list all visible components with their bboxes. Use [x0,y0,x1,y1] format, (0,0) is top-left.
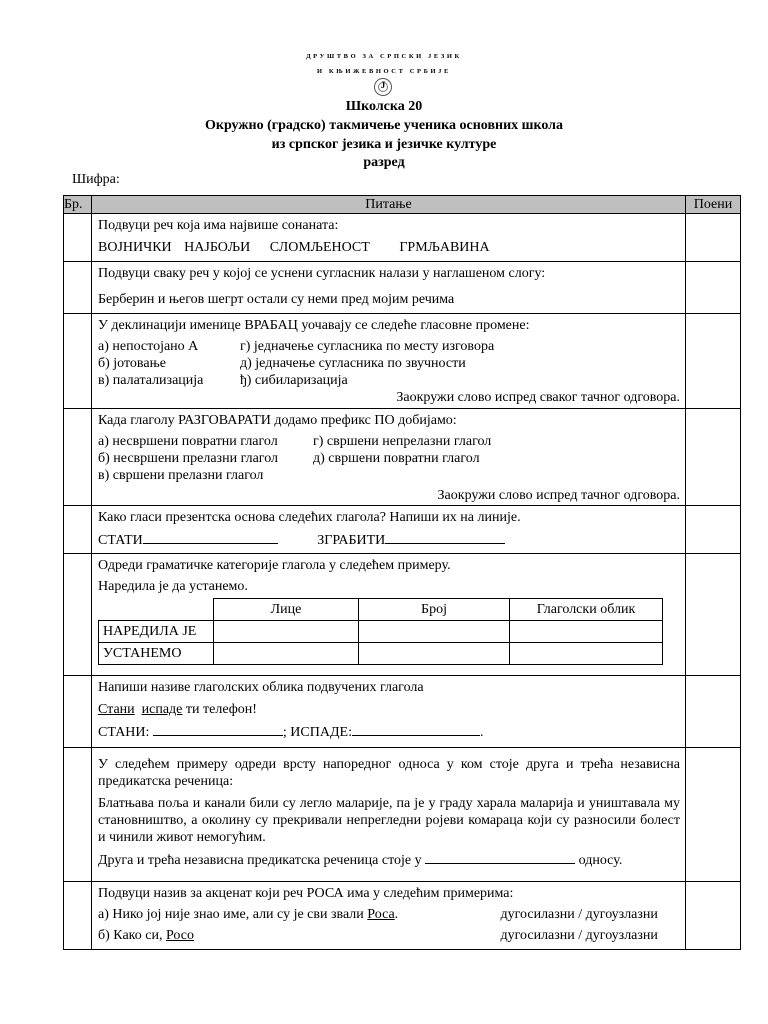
instruction-text: Заокружи слово испред сваког тачног одговора. [396,390,680,405]
example-paragraph: Блатњава поља и канали били су легло маларије, па је у граду харала маларија и уништавала му становништво, а околину су прекривали непрегледни ројеви комараца који су разносили болест и чинили живот немогућим. [98,796,680,845]
code-label: Шифра: [72,172,120,187]
word-option[interactable]: НАЈБОЉИ [184,240,251,255]
row-label: НАРЕДИЛА ЈЕ [99,621,214,643]
number-cell [64,262,92,314]
answer-cell[interactable] [359,621,510,643]
points-cell[interactable] [686,676,741,748]
column-person: Лице [214,599,359,621]
option-g[interactable]: г) једначење сугласника по месту изговора [240,339,495,354]
question-cell [92,554,686,676]
society-logo-icon: Ј [374,78,392,96]
title-school-year: Школска 20 [345,99,423,114]
answer-cell[interactable] [214,643,359,665]
option-v[interactable]: в) палатализација [98,373,204,388]
column-verb-form: Глаголски облик [510,599,663,621]
underlined-verb: Стани [98,702,135,717]
questions-table [63,195,741,950]
answer-line[interactable] [153,723,283,736]
question-cell [92,262,686,314]
option-a[interactable]: а) несвршени повратни глагол [98,434,278,449]
example-sentence: Наредила је да устанемо. [98,579,248,594]
table-row [64,748,741,882]
row-label: УСТАНЕМО [99,643,214,665]
question-cell [92,214,686,262]
sentence-text[interactable]: Берберин и његов шегрт остали су неми пред мојим речима [98,292,455,307]
title-competition: Окружно (градско) такмичење ученика основних школа [204,118,564,133]
option-d[interactable]: д) једначење сугласника по звучности [240,356,466,371]
number-cell [64,676,92,748]
question-prompt: У деклинацији именице ВРАБАЦ уочавају се следеће гласовне промене: [98,318,530,333]
word-option[interactable]: ГРМЉАВИНА [399,240,490,255]
points-cell[interactable] [686,262,741,314]
grammar-table [98,598,663,665]
question-prompt: Подвуци назив за акценат који реч РОСА има у следећим примерима: [98,886,514,901]
answer-cell[interactable] [510,621,663,643]
points-cell[interactable] [686,506,741,554]
table-row [64,882,741,950]
answer-cell[interactable] [359,643,510,665]
points-cell[interactable] [686,882,741,950]
answer-label: СТАНИ: [98,725,150,740]
header-number: Бр. [64,196,92,214]
number-cell [64,554,92,676]
option-d[interactable]: д) свршени повратни глагол [313,451,480,466]
question-cell [92,409,686,506]
question-cell [92,506,686,554]
option-dj[interactable]: ђ) сибиларизација [240,373,348,388]
number-cell [64,748,92,882]
header-question: Питање [92,196,686,214]
number-cell [64,409,92,506]
question-cell: У следећем примеру одреди врсту напоредног односа у ком стоје друга и трећа независна предикатска реченица: Блатњава поља и канали били су легло маларије, па је у граду харала маларија и уништавала му становништво, а околину су прекривали непрегледни ројеви комараца који су разносили болест и чинили живот немогућим. Друга и трећа независна предикатска реченица стоје у односу. [92,748,686,882]
verb-label: ЗГРАБИТИ [317,533,386,548]
question-cell: Подвуци назив за акценат који реч РОСА има у следећим примерима: а) Нико јој није знао име, али су је сви звали Роса. дугосилазни / дугоузлазни б) Како си, Росо дугосилазни / дугоузлазни [92,882,686,950]
question-prompt: У следећем примеру одреди врсту напоредног односа у ком стоје друга и трећа независна предикатска реченица: [98,757,680,789]
question-prompt: Подвуци сваку реч у којој се уснени сугласник налази у наглашеном слогу: [98,266,546,281]
option-g[interactable]: г) свршени непрелазни глагол [313,434,492,449]
word-option[interactable]: СЛОМЉЕНОСТ [269,240,370,255]
word-option[interactable]: ВОЈНИЧКИ [98,240,172,255]
answer-line[interactable] [352,723,480,736]
points-cell[interactable] [686,314,741,409]
table-row [64,554,741,676]
number-cell [64,882,92,950]
option-b[interactable]: б) несвршени прелазни глагол [98,451,278,466]
question-prompt: Како гласи презентска основа следећих глагола? Напиши их на линије. [98,510,521,525]
number-cell [64,214,92,262]
table-header-row [64,196,741,214]
header-points: Поени [686,196,741,214]
accent-options[interactable]: дугосилазни / дугоузлазни [500,907,658,922]
question-cell: Напиши називе глаголских облика подвучених глагола Стани испаде ти телефон! СТАНИ: ; ИСПАДЕ: . [92,676,686,748]
answer-cell[interactable] [510,643,663,665]
question-prompt: Одреди граматичке категорије глагола у следећем примеру. [98,558,451,573]
question-prompt: Подвуци реч која има највише сонаната: [98,218,339,233]
option-v[interactable]: в) свршени прелазни глагол [98,468,264,483]
question-prompt: Напиши називе глаголских облика подвучених глагола [98,680,424,695]
table-row [64,676,741,748]
accented-word: Росо [165,928,194,943]
org-name-line1: ДРУШТВО ЗА СРПСКИ ЈЕЗИК [306,53,462,60]
column-number: Број [359,599,510,621]
points-cell[interactable] [686,214,741,262]
table-row [64,409,741,506]
answer-line[interactable] [385,531,505,544]
option-a[interactable]: а) непостојано А [98,339,199,354]
verb-label: СТАТИ [98,533,143,548]
question-prompt: Када глаголу РАЗГОВАРАТИ додамо префикс ПО добијамо: [98,413,457,428]
title-subject: из српског језика и језичке културе [271,137,497,152]
answer-label: ; ИСПАДЕ: [282,725,352,740]
answer-line[interactable] [143,531,278,544]
number-cell [64,506,92,554]
points-cell[interactable] [686,748,741,882]
answer-lead: Друга и трећа независна предикатска реченица стоје у [98,853,422,868]
number-cell [64,314,92,409]
accent-options[interactable]: дугосилазни / дугоузлазни [500,928,658,943]
underlined-verb: испаде [141,702,183,717]
option-b[interactable]: б) јотовање [98,356,166,371]
instruction-text: Заокружи слово испред тачног одговора. [437,488,680,503]
points-cell[interactable] [686,409,741,506]
points-cell[interactable] [686,554,741,676]
table-row [64,214,741,262]
accented-word: Роса [367,907,395,922]
table-row [64,314,741,409]
title-grade: разред [363,155,405,170]
answer-line[interactable] [425,851,575,864]
table-row [64,506,741,554]
answer-cell[interactable] [214,621,359,643]
question-cell [92,314,686,409]
org-name-line2: И КЊИЖЕВНОСТ СРБИЈЕ [317,68,451,75]
table-row [64,262,741,314]
